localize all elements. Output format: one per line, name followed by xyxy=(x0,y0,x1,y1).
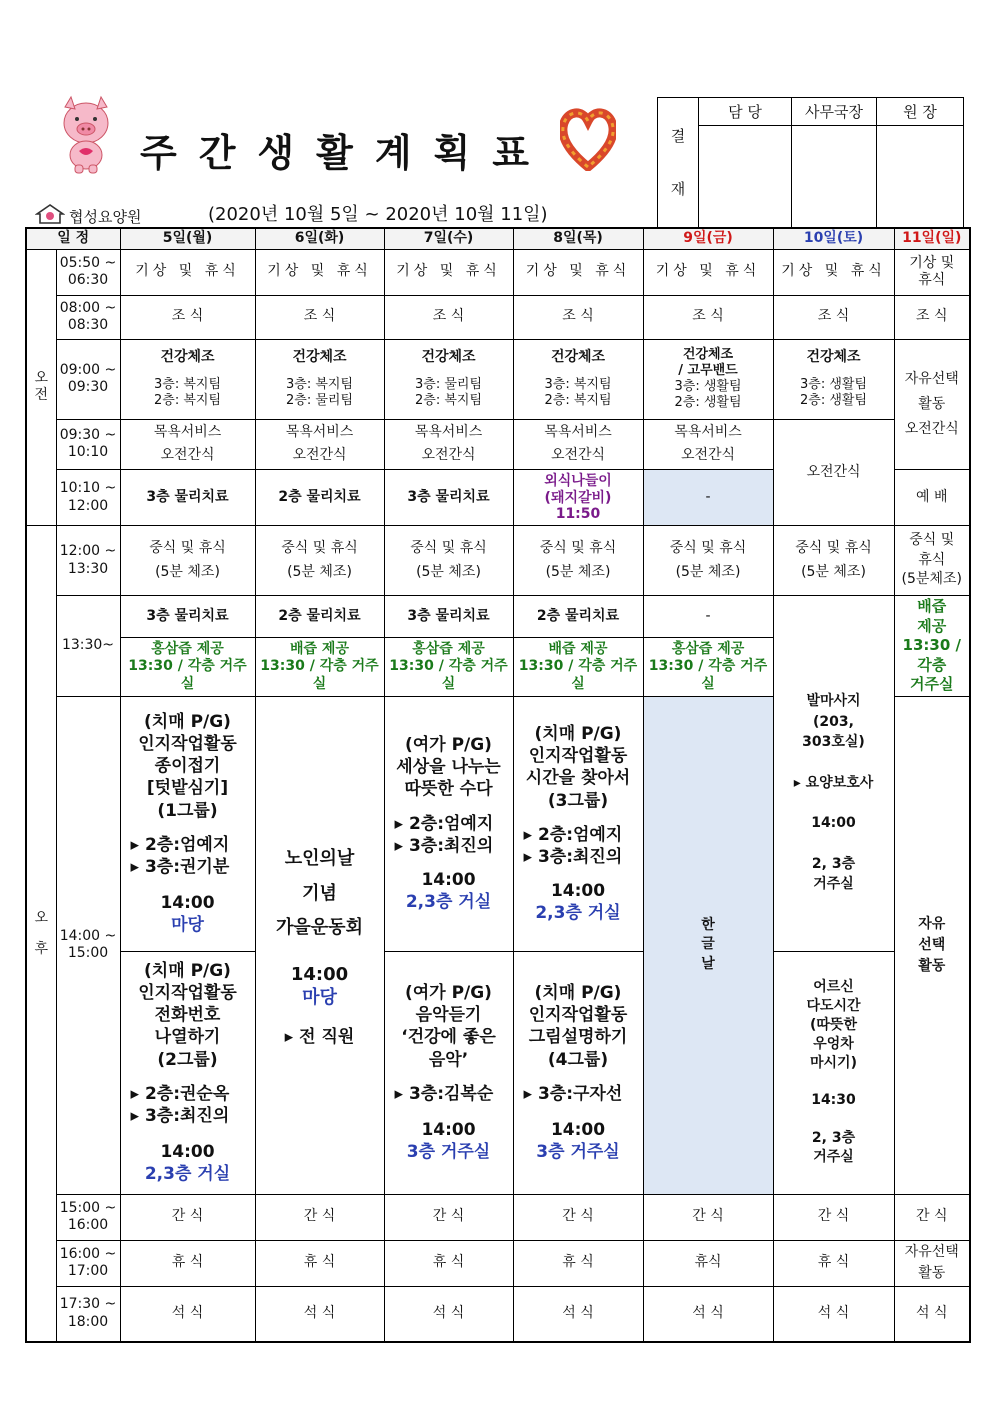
cell-sat-snack: 오전간식 xyxy=(773,419,894,526)
cell-breakfast: 조 식 xyxy=(255,295,384,339)
day-header-mon: 5일(월) xyxy=(120,228,255,249)
page-title: 주간생활계획표 xyxy=(140,131,551,175)
cell-worship: 예 배 xyxy=(894,470,970,526)
cell-breakfast: 조 식 xyxy=(120,295,255,339)
cell-breakfast: 조 식 xyxy=(513,295,643,339)
cell-dinner: 석 식 xyxy=(773,1286,894,1342)
day-header-thu: 8일(목) xyxy=(513,228,643,249)
cell-wake: 기상 및 휴식 xyxy=(120,249,255,295)
cell-rest: 휴 식 xyxy=(384,1240,513,1286)
cell-outing: 외식나들이 (돼지갈비) 11:50 xyxy=(513,470,643,526)
time-slot: 12:00 ~ 13:30 xyxy=(56,526,120,596)
time-slot: 10:10 ~ 12:00 xyxy=(56,470,120,526)
cell-wake: 기상 및 휴식 xyxy=(255,249,384,295)
cell-wake: 기상 및 휴식 xyxy=(894,249,970,295)
time-slot: 09:30 ~ 10:10 xyxy=(56,419,120,470)
cell-breakfast: 조 식 xyxy=(773,295,894,339)
time-slot: 16:00 ~ 17:00 xyxy=(56,1240,120,1286)
cell-snack: 간 식 xyxy=(120,1194,255,1240)
cell-exercise: 건강체조 3층: 복지팀 2층: 복지팀 xyxy=(513,339,643,419)
cell-bath: 목욕서비스 오전간식 xyxy=(513,419,643,470)
cell-sun-juice: 배즙 제공 13:30 / 각층 거주실 xyxy=(894,596,970,697)
cell-lunch: 중식 및 휴식 (5분체조) xyxy=(894,526,970,596)
cell-bath: 목욕서비스 오전간식 xyxy=(120,419,255,470)
day-header-sat: 10일(토) xyxy=(773,228,894,249)
cell-snack: 간 식 xyxy=(384,1194,513,1240)
cell-program-thu-a: (치매 P/G) 인지작업활동 시간을 찾아서 (3그룹) ▸ 2층:엄예지 ▸ 3층:최진의 14:00 2,3층 거실 xyxy=(513,696,643,951)
cell-program-mon-a: (치매 P/G) 인지작업활동 종이접기 [텃밭심기] (1그룹) ▸ 2층:엄예지 ▸ 3층:권기분 14:00 마당 xyxy=(120,696,255,951)
cell-wake: 기상 및 휴식 xyxy=(773,249,894,295)
cell-sun-morning: 자유선택 활동 오전간식 xyxy=(894,339,970,470)
cell-exercise: 건강체조 3층: 물리팀 2층: 복지팀 xyxy=(384,339,513,419)
cell-program-tue: 노인의날 기념 가을운동회 14:00 마당 ▸ 전 직원 xyxy=(255,696,384,1194)
cell-sun-free: 자유 선택 활동 xyxy=(894,696,970,1194)
cell-dinner: 석 식 xyxy=(513,1286,643,1342)
cell-juice: 홍삼즙 제공 13:30 / 각층 거주실 xyxy=(384,638,513,696)
cell-rest: 휴식 xyxy=(643,1240,773,1286)
cell-hangul-day: 한 글 날 xyxy=(643,696,773,1194)
time-slot: 14:00 ~ 15:00 xyxy=(56,696,120,1194)
time-slot: 05:50 ~ 06:30 xyxy=(56,249,120,295)
cell-dinner: 석 식 xyxy=(120,1286,255,1342)
cell-physio: 3층 물리치료 xyxy=(384,470,513,526)
cell-juice: 배즙 제공 13:30 / 각층 거주실 xyxy=(255,638,384,696)
cell-physio: 3층 물리치료 xyxy=(120,596,255,638)
cell-physio: 3층 물리치료 xyxy=(120,470,255,526)
cell-snack: 간 식 xyxy=(255,1194,384,1240)
cell-program-thu-b: (치매 P/G) 인지작업활동 그림설명하기 (4그룹) ▸ 3층:구자선 14:00 3층 거주실 xyxy=(513,951,643,1194)
cell-exercise: 건강체조 3층: 복지팀 2층: 물리팀 xyxy=(255,339,384,419)
approval-col-manager: 담 당 xyxy=(699,98,792,126)
cell-program-wed-a: (여가 P/G) 세상을 나누는 따뜻한 수다 ▸ 2층:엄예지 ▸ 3층:최진의 14:00 2,3층 거실 xyxy=(384,696,513,951)
cell-program-wed-b: (여가 P/G) 음악듣기 ‘건강에 좋은 음악’ ▸ 3층:김복순 14:00 3층 거주실 xyxy=(384,951,513,1194)
schedule-header: 일 정 xyxy=(26,228,120,249)
cell-rest: 휴 식 xyxy=(120,1240,255,1286)
sign-box-manager[interactable] xyxy=(699,126,792,228)
cell-program-mon-b: (치매 P/G) 인지작업활동 전화번호 나열하기 (2그룹) ▸ 2층:권순옥 ▸ 3층:최진의 14:00 2,3층 거실 xyxy=(120,951,255,1194)
house-icon xyxy=(35,203,65,229)
cell-breakfast: 조 식 xyxy=(384,295,513,339)
week-period: (2020년 10월 5일 ~ 2020년 10월 11일) xyxy=(208,204,548,225)
cell-lunch: 중식 및 휴식 (5분 체조) xyxy=(773,526,894,596)
pig-mascot-icon xyxy=(55,95,117,175)
pm-label: 오 후 xyxy=(26,526,56,1343)
time-slot: 08:00 ~ 08:30 xyxy=(56,295,120,339)
cell-exercise: 건강체조 / 고무밴드 3층: 생활팀 2층: 생활팀 xyxy=(643,339,773,419)
cell-physio: 2층 물리치료 xyxy=(255,596,384,638)
cell-bath: 목욕서비스 오전간식 xyxy=(384,419,513,470)
cell-juice: 홍삼즙 제공 13:30 / 각층 거주실 xyxy=(643,638,773,696)
cell-dinner: 석 식 xyxy=(384,1286,513,1342)
cell-physio: 3층 물리치료 xyxy=(384,596,513,638)
cell-rest: 휴 식 xyxy=(773,1240,894,1286)
am-label: 오 전 xyxy=(26,249,56,526)
cell-lunch: 중식 및 휴식 (5분 체조) xyxy=(255,526,384,596)
cell-lunch: 중식 및 휴식 (5분 체조) xyxy=(384,526,513,596)
cell-empty: - xyxy=(643,596,773,638)
cell-snack: 간 식 xyxy=(773,1194,894,1240)
cell-lunch: 중식 및 휴식 (5분 체조) xyxy=(513,526,643,596)
day-header-sun: 11일(일) xyxy=(894,228,970,249)
cell-dinner: 석 식 xyxy=(255,1286,384,1342)
cell-dinner: 석 식 xyxy=(643,1286,773,1342)
approval-col-director: 사무국장 xyxy=(792,98,877,126)
cell-exercise: 건강체조 3층: 생활팀 2층: 생활팀 xyxy=(773,339,894,419)
approval-label: 결 재 xyxy=(658,98,699,228)
approval-col-head: 원 장 xyxy=(877,98,964,126)
time-slot: 13:30~ xyxy=(56,596,120,697)
day-header-tue: 6일(화) xyxy=(255,228,384,249)
cell-rest: 휴 식 xyxy=(513,1240,643,1286)
cell-lunch: 중식 및 휴식 (5분 체조) xyxy=(120,526,255,596)
heart-wreath-icon xyxy=(560,105,616,171)
cell-snack: 간 식 xyxy=(513,1194,643,1240)
cell-physio: 2층 물리치료 xyxy=(255,470,384,526)
cell-wake: 기상 및 휴식 xyxy=(643,249,773,295)
cell-breakfast: 조 식 xyxy=(643,295,773,339)
time-slot: 17:30 ~ 18:00 xyxy=(56,1286,120,1342)
cell-breakfast: 조 식 xyxy=(894,295,970,339)
cell-wake: 기상 및 휴식 xyxy=(513,249,643,295)
cell-lunch: 중식 및 휴식 (5분 체조) xyxy=(643,526,773,596)
cell-sun-free-small: 자유선택 활동 xyxy=(894,1240,970,1286)
cell-foot-massage: 발마사지 (203, 303호실) ▸ 요양보호사 14:00 2, 3층 거주실 xyxy=(773,596,894,952)
cell-dinner: 석 식 xyxy=(894,1286,970,1342)
cell-physio: 2층 물리치료 xyxy=(513,596,643,638)
cell-empty: - xyxy=(643,470,773,526)
cell-exercise: 건강체조 3층: 복지팀 2층: 복지팀 xyxy=(120,339,255,419)
day-header-fri: 9일(금) xyxy=(643,228,773,249)
organization-name: 협성요양원 xyxy=(35,203,141,229)
time-slot: 09:00 ~ 09:30 xyxy=(56,339,120,419)
cell-juice: 배즙 제공 13:30 / 각층 거주실 xyxy=(513,638,643,696)
cell-tea-time: 어르신 다도시간 (따뜻한 우엉차 마시기) 14:30 2, 3층 거주실 xyxy=(773,951,894,1194)
sign-box-director[interactable] xyxy=(792,126,877,228)
day-header-wed: 7일(수) xyxy=(384,228,513,249)
cell-snack: 간 식 xyxy=(643,1194,773,1240)
cell-bath: 목욕서비스 오전간식 xyxy=(255,419,384,470)
cell-rest: 휴 식 xyxy=(255,1240,384,1286)
weekly-schedule-table xyxy=(25,227,971,1343)
cell-wake: 기상 및 휴식 xyxy=(384,249,513,295)
cell-bath: 목욕서비스 오전간식 xyxy=(643,419,773,470)
cell-juice: 홍삼즙 제공 13:30 / 각층 거주실 xyxy=(120,638,255,696)
sign-box-head[interactable] xyxy=(877,126,964,228)
time-slot: 15:00 ~ 16:00 xyxy=(56,1194,120,1240)
approval-box xyxy=(657,97,964,228)
cell-snack: 간 식 xyxy=(894,1194,970,1240)
